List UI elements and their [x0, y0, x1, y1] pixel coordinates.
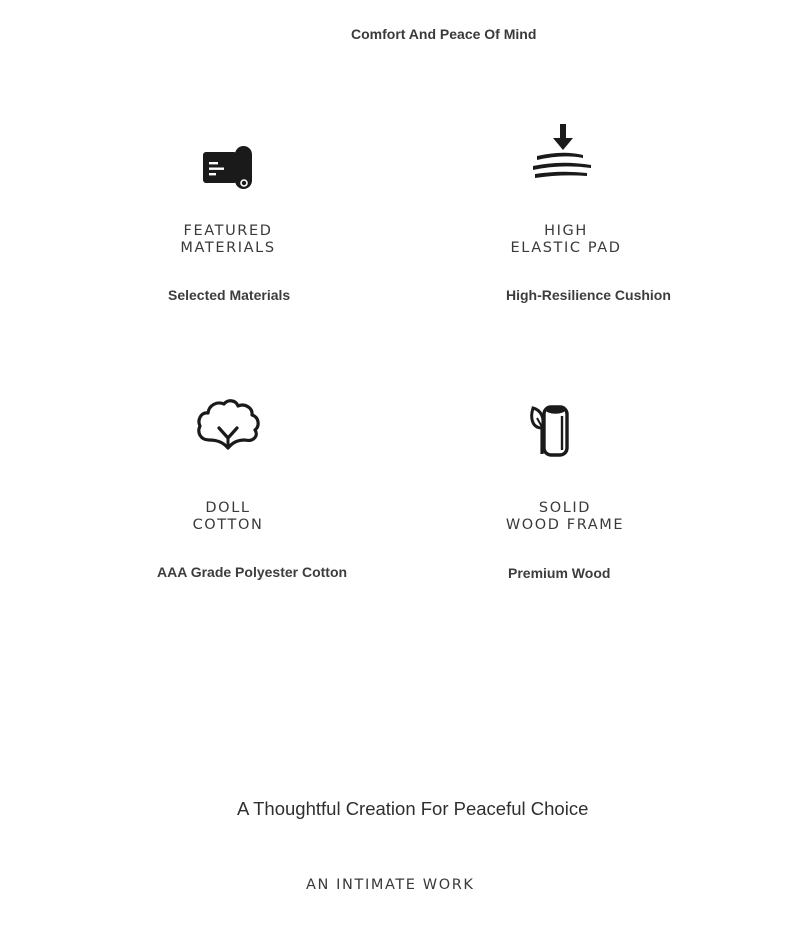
section-subtitle: AN INTIMATE WORK [306, 877, 475, 893]
feature-heading [498, 500, 632, 534]
feature-heading-line1: FEATURED [183, 223, 273, 239]
feature-heading-line1: SOLID [538, 500, 592, 516]
feature-heading-line2: MATERIALS [180, 240, 276, 256]
feature-label: Premium Wood [508, 565, 611, 581]
feature-label: Selected Materials [168, 287, 291, 303]
press-down-pad-icon [529, 120, 593, 180]
feature-heading [506, 223, 626, 257]
feature-label: High-Resilience Cushion [506, 287, 671, 303]
feature-heading [183, 500, 273, 534]
feature-heading-line2: COTTON [192, 517, 264, 533]
feature-heading-line2: WOOD FRAME [505, 517, 625, 533]
feature-label: AAA Grade Polyester Cotton [157, 564, 348, 580]
feature-heading-line2: ELASTIC PAD [510, 240, 622, 256]
cotton-boll-icon [195, 398, 261, 452]
feature-heading [170, 223, 286, 257]
wood-log-leaf-icon [528, 400, 588, 460]
section-title: A Thoughtful Creation For Peaceful Choice [237, 798, 589, 819]
section-caption: Comfort And Peace Of Mind [351, 26, 537, 42]
feature-heading-line1: HIGH [544, 223, 588, 239]
materials-roll-icon [202, 145, 254, 191]
feature-heading-line1: DOLL [205, 500, 251, 516]
